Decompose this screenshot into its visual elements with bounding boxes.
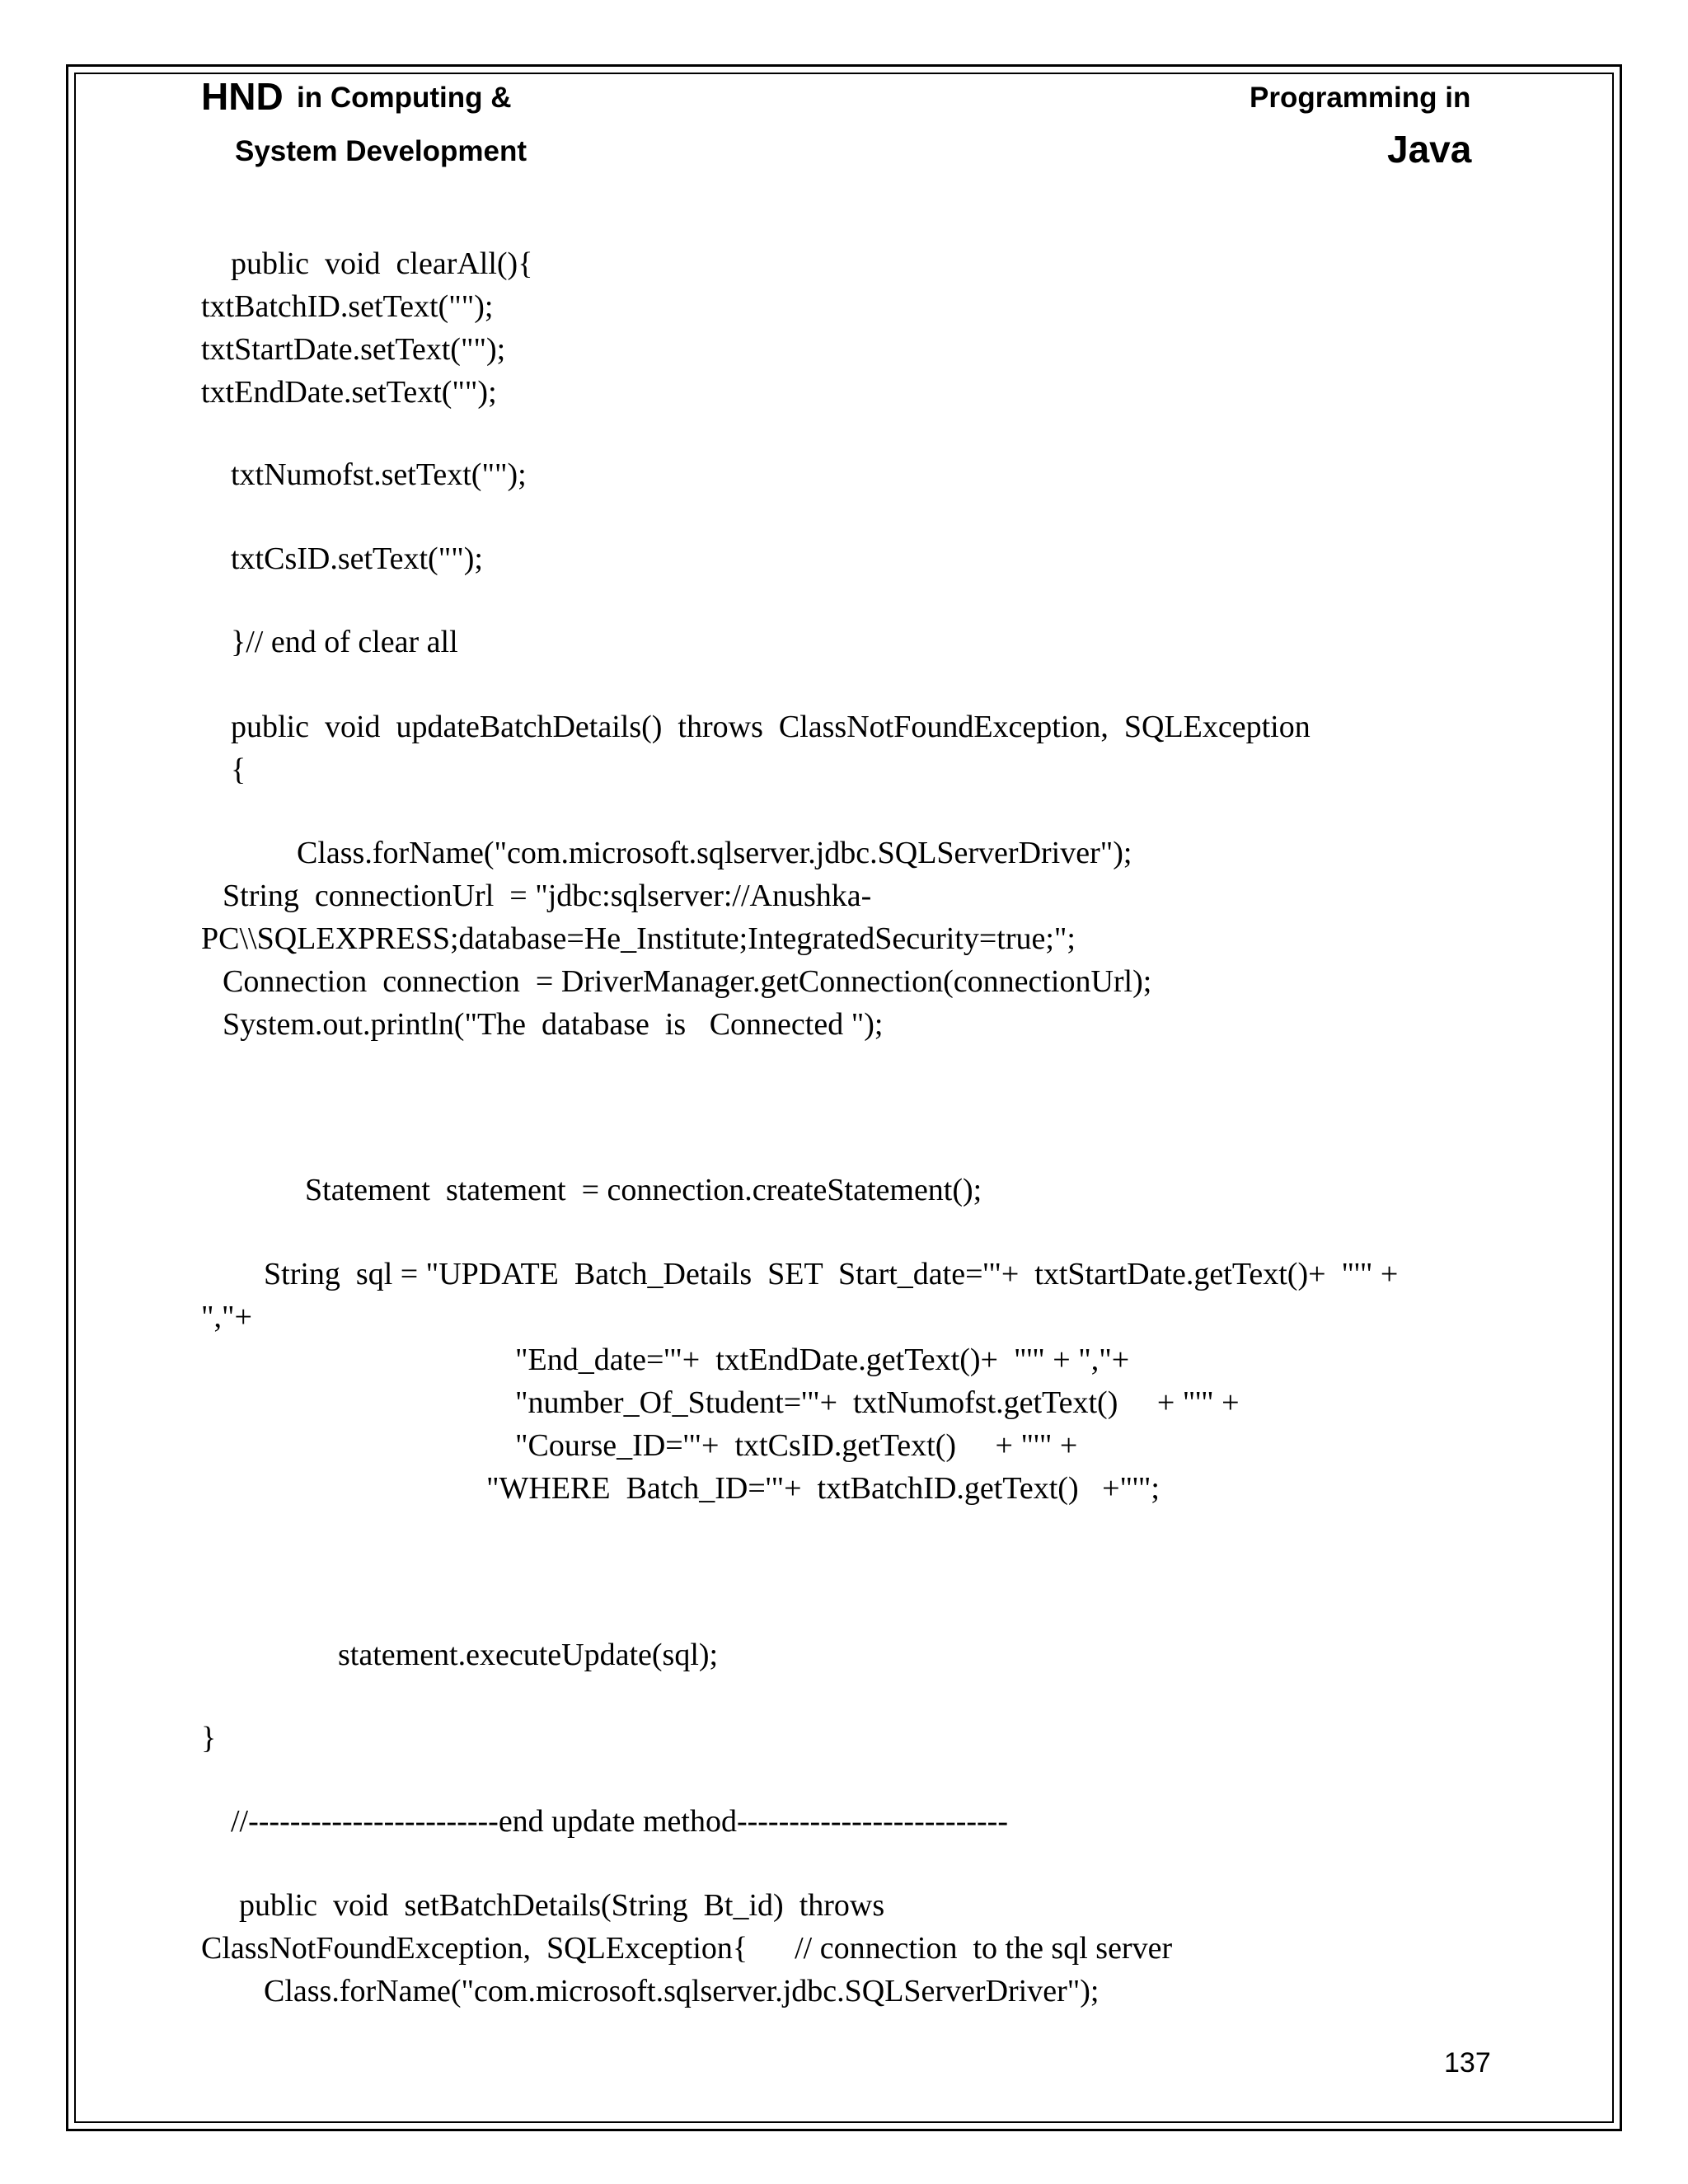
code-line: String connectionUrl = "jdbc:sqlserver://Anushka- [223, 879, 872, 913]
header-hnd: HND [201, 75, 284, 118]
code-line: //------------------------end update method-------------------------- [231, 1804, 1008, 1839]
code-line: public void clearAll(){ [231, 246, 533, 281]
header-module-line1: Programming in [1250, 82, 1471, 114]
code-line: "WHERE Batch_ID='"+ txtBatchID.getText() +"'"; [486, 1471, 1160, 1506]
code-line: }// end of clear all [231, 625, 458, 659]
code-line: PC\\SQLEXPRESS;database=He_Institute;IntegratedSecurity=true;"; [201, 921, 1076, 956]
code-line: String sql = "UPDATE Batch_Details SET Start_date='"+ txtStartDate.getText()+ "'" + [264, 1257, 1399, 1291]
code-line: public void updateBatchDetails() throws ClassNotFoundException, SQLException [231, 710, 1311, 744]
code-line: "End_date='"+ txtEndDate.getText()+ "'" + ","+ [515, 1343, 1130, 1377]
code-line: System.out.println("The database is Connected "); [223, 1007, 884, 1042]
header-subject-line1: in Computing & [297, 82, 512, 114]
code-line: statement.executeUpdate(sql); [338, 1638, 719, 1672]
code-line: "Course_ID='"+ txtCsID.getText() + "'" + [515, 1428, 1078, 1463]
code-line: txtEndDate.setText(""); [201, 375, 497, 410]
code-line: ","+ [201, 1300, 252, 1334]
code-line: txtCsID.setText(""); [231, 541, 483, 576]
code-line: "number_Of_Student='"+ txtNumofst.getText() + "'" + [515, 1385, 1240, 1420]
code-line: { [231, 752, 246, 787]
page-number: 137 [1444, 2047, 1491, 2079]
code-line: txtNumofst.setText(""); [231, 457, 527, 492]
code-line: Connection connection = DriverManager.getConnection(connectionUrl); [223, 964, 1152, 999]
header-module-line2: Java [1387, 128, 1472, 171]
code-line: ClassNotFoundException, SQLException{ // connection to the sql server [201, 1931, 1173, 1966]
code-line: Statement statement = connection.createStatement(); [305, 1173, 982, 1207]
code-line: Class.forName("com.microsoft.sqlserver.jdbc.SQLServerDriver"); [264, 1974, 1100, 2008]
code-line: Class.forName("com.microsoft.sqlserver.jdbc.SQLServerDriver"); [297, 836, 1132, 870]
code-line: txtStartDate.setText(""); [201, 332, 506, 367]
code-line: public void setBatchDetails(String Bt_id) throws [239, 1888, 885, 1923]
code-line: } [201, 1721, 217, 1755]
code-line: txtBatchID.setText(""); [201, 289, 494, 324]
header-subject-line2: System Development [235, 135, 528, 167]
